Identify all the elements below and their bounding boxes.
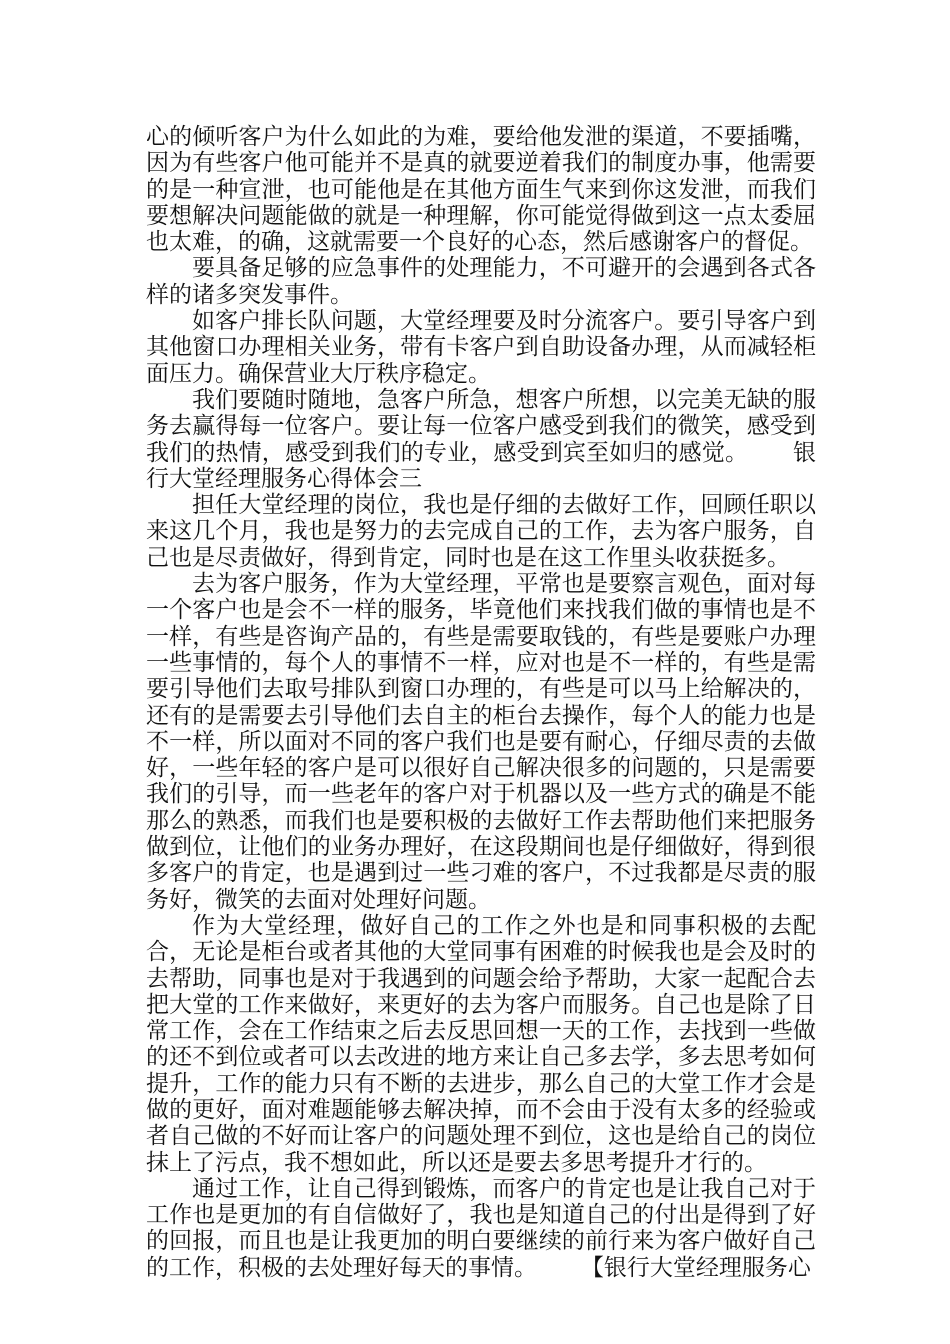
- paragraph-2-text: 要具备足够的应急事件的处理能力，不可避开的会遇到各式各样的诸多突发事件。: [146, 255, 816, 308]
- paragraph-6-text: 去为客户服务，作为大堂经理，平常也是要察言观色，面对每一个客户也是会不一样的服务，毕竟他们来找我们做的事情也是不一样，有些是咨询产品的，有些是需要取钱的，有些是要账户办理一些事情的，每个人的事情不一样，应对也是不一样的，有些是需要引导他们去取号排队到窗口办理的，有些是可以马上给解决的，还有的是需要去引导他们去自主的柜台去操作，每个人的能力也是不一样，所以面对不同的客户我们也是要有耐心，仔细尽责的去做好，一些年轻的客户是可以很好自己解决很多的问题的，只是需要我们的引导，而一些老年的客户对于机器以及一些方式的确是不能那么的熟悉，而我们也是要积极的去做好工作去帮助他们来把服务做到位，让他们的业务办理好，在这段期间也是仔细做好，得到很多客户的肯定，也是遇到过一些刁难的客户，不过我都是尽责的服务好，微笑的去面对处理好问题。: [146, 571, 816, 913]
- document-page: [146, 124, 816, 1281]
- paragraph-8: [146, 1176, 816, 1281]
- paragraph-7-text: 作为大堂经理，做好自己的工作之外也是和同事积极的去配合，无论是柜台或者其他的大堂同事有困难的时候我也是会及时的去帮助，同事也是对于我遇到的问题会给予帮助，大家一起配合去把大堂的工作来做好，来更好的去为客户而服务。自己也是除了日常工作，会在工作结束之后去反思回想一天的工作，去找到一些做的还不到位或者可以去改进的地方来让自己多去学，多去思考如何提升，工作的能力只有不断的去进步，那么自己的大堂工作才会是做的更好，面对难题能够去解决掉，而不会由于没有太多的经验或者自己做的不好而让客户的问题处理不到位，这也是给自己的岗位抹上了污点，我不想如此，所以还是要去多思考提升才行的。: [146, 912, 816, 1176]
- paragraph-2: [146, 255, 816, 308]
- paragraph-5: [146, 492, 816, 571]
- paragraph-4: [146, 387, 816, 492]
- paragraph-3: [146, 308, 816, 387]
- paragraph-3-text: 如客户排长队问题，大堂经理要及时分流客户。要引导客户到其他窗口办理相关业务，带有卡客户到自助设备办理，从而减轻柜面压力。确保营业大厅秩序稳定。: [146, 308, 816, 387]
- paragraph-4-text: 我们要随时随地，急客户所急，想客户所想，以完美无缺的服务去赢得每一位客户。要让每一位客户感受到我们的微笑，感受到我们的热情，感受到我们的专业，感受到宾至如归的感觉。 银行大堂经理服务心得体会三: [146, 386, 816, 492]
- paragraph-1-text: 心的倾听客户为什么如此的为难，要给他发泄的渠道，不要插嘴，因为有些客户他可能并不是真的就要逆着我们的制度办事，他需要的是一种宣泄，也可能他是在其他方面生气来到你这发泄，而我们要想解决问题能做的就是一种理解，你可能觉得做到这一点太委屈也太难，的确，这就需要一个良好的心态，然后感谢客户的督促。: [146, 124, 816, 256]
- paragraph-7: [146, 913, 816, 1176]
- paragraph-1: [146, 124, 816, 255]
- paragraph-8-text: 通过工作，让自己得到锻炼，而客户的肯定也是让我自己对于工作也是更加的有自信做好了，我也是知道自己的付出是得到了好的回报，而且也是让我更加的明白要继续的前行来为客户做好自己的工作，积极的去处理好每天的事情。 【银行大堂经理服务心: [146, 1175, 816, 1281]
- paragraph-5-text: 担任大堂经理的岗位，我也是仔细的去做好工作，回顾任职以来这几个月，我也是努力的去完成自己的工作，去为客户服务，自己也是尽责做好，得到肯定，同时也是在这工作里头收获挺多。: [146, 492, 816, 571]
- paragraph-6: [146, 571, 816, 913]
